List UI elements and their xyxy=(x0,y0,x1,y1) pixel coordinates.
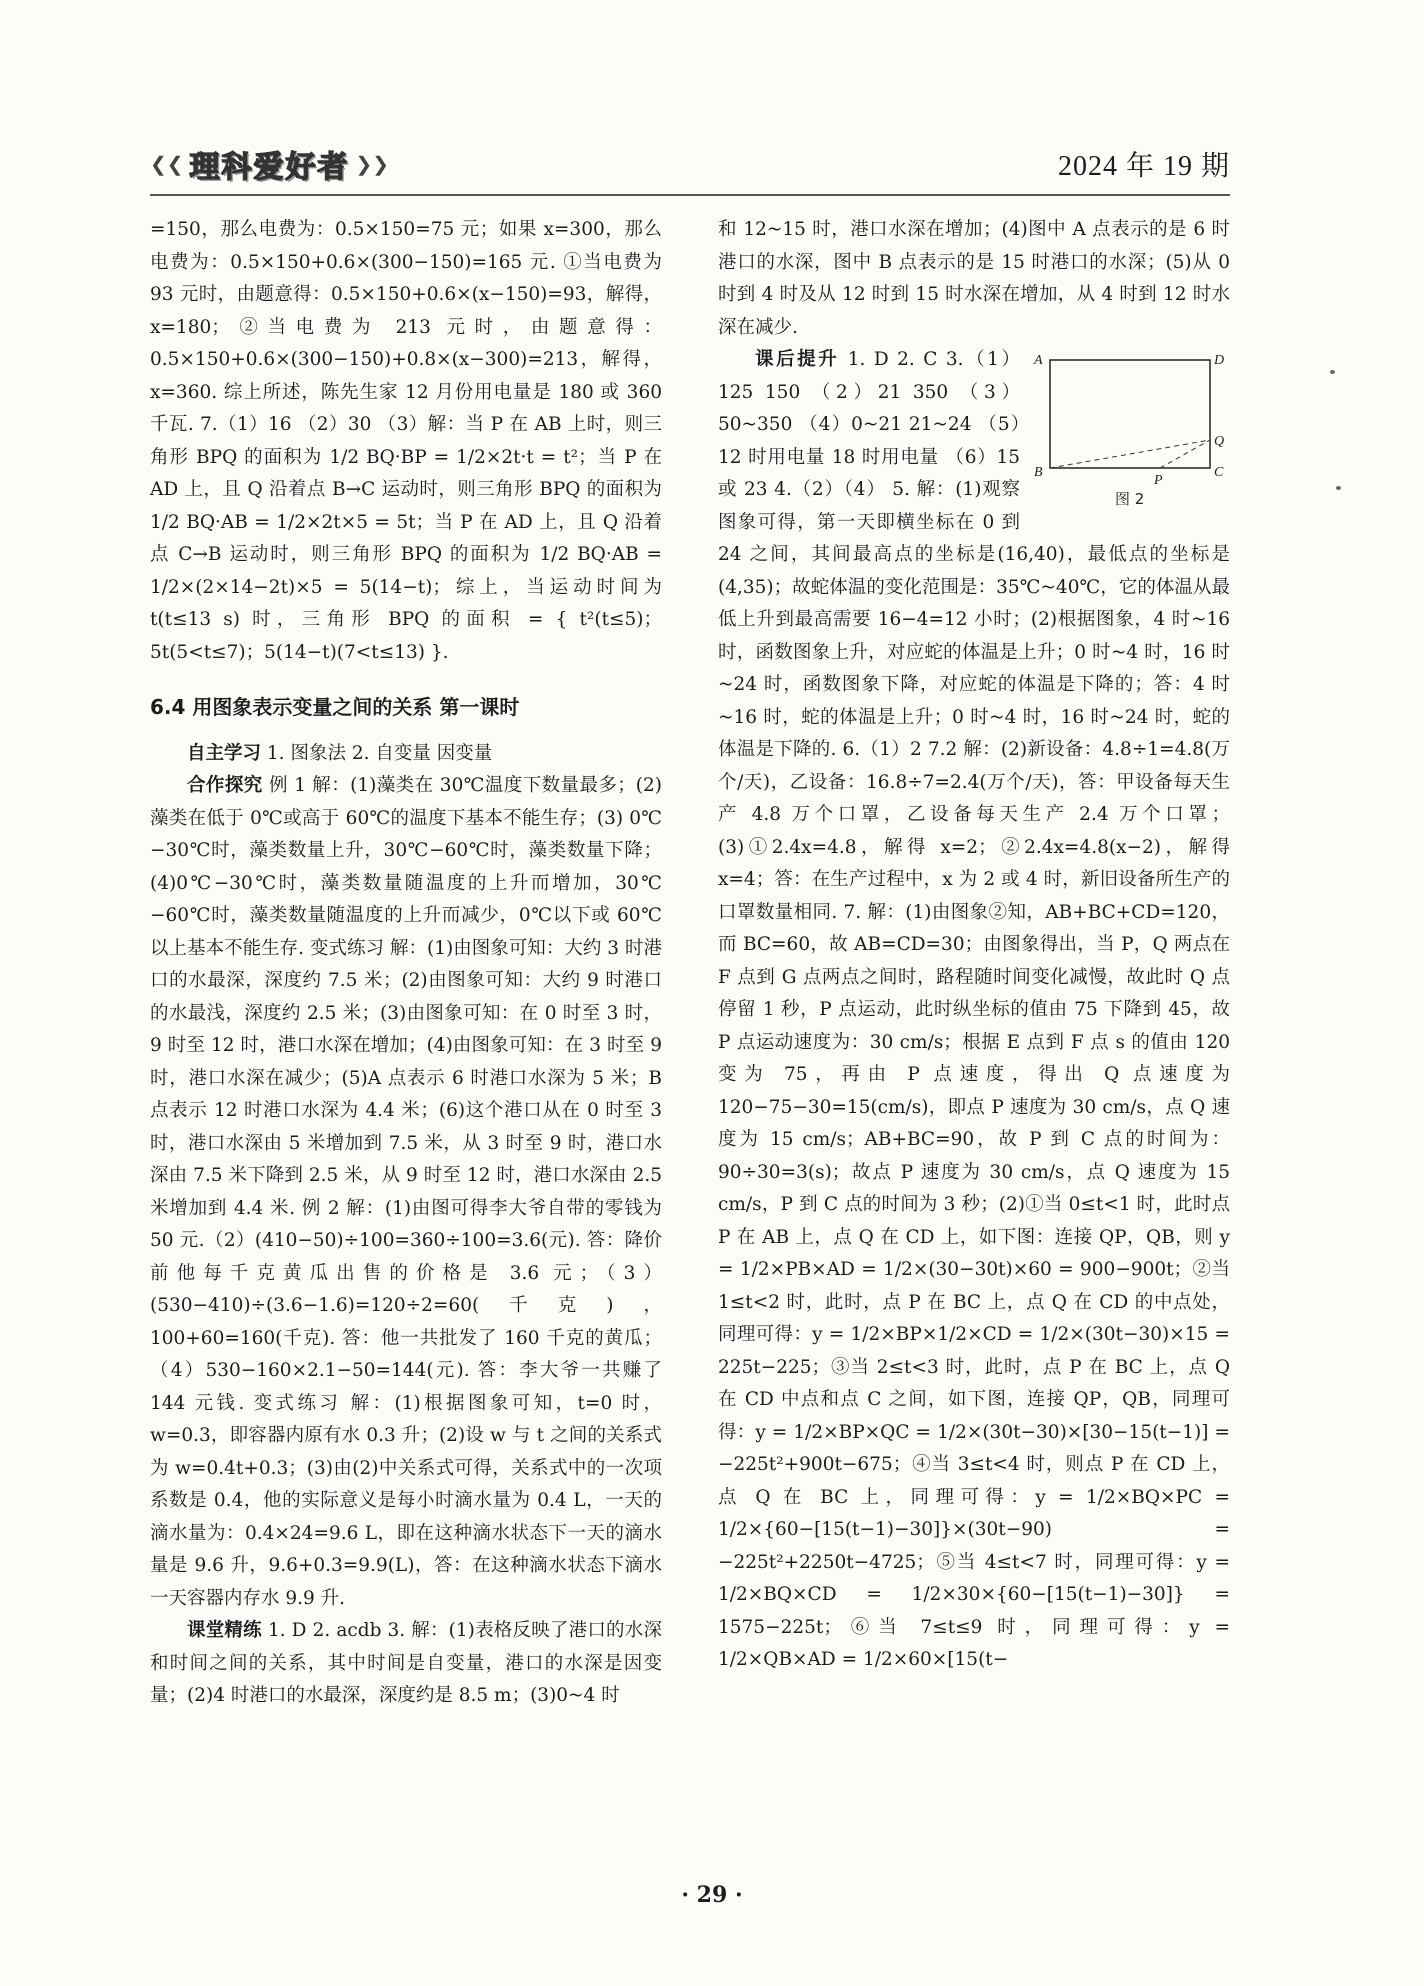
page-header xyxy=(150,138,1230,196)
figure-2 xyxy=(1030,348,1230,508)
ketang-text: 1. D 2. acdb 3. 解：(1)表格反映了港口的水深和时间之间的关系，其中时间是自变量，港口的水深是因变量；(2)4 时港口的水最深，深度约是 8.5 m；(3)0~4 时 xyxy=(150,1620,662,1706)
ornament-icon: ❮❮ xyxy=(150,152,184,176)
figure-label-d: D xyxy=(1214,353,1225,368)
figure-label-a: A xyxy=(1034,353,1043,368)
issue-number: 2024 年 19 期 xyxy=(1057,151,1230,182)
section-title: 6.4 用图象表示变量之间的关系 第一课时 xyxy=(150,695,520,719)
figure-caption: 图 2 xyxy=(1115,490,1145,508)
kehou-label: 课后提升 xyxy=(755,349,840,370)
page-number: · 29 · xyxy=(681,1882,743,1908)
answer-paragraph: 和 12~15 时，港口水深在增加；(4)图中 A 点表示的是 6 时港口的水深，图中 B 点表示的是 15 时港口的水深；(5)从 0 时到 4 时及从 12 时到 15 时水深在增加，从 4 时到 12 时水深在减少. xyxy=(718,219,1230,338)
answer-paragraph xyxy=(150,738,662,771)
kehou-text: 1. D 2. C 3.（1）125 150 （2）21 350 （3）50~350 （4）0~21 21~24 （5）12 时用电量 18 时用电量 （6）15 或 23 4.（2）（4） 5. 解：(1)观察图象可得，第一天即横坐标在 0 到 24 之间，其间最高点的坐标是(16,40)，最低点的坐标是(4,35)；故蛇体温的变化范围是：35℃~40℃，它的体温从最低上升到最高需要 16−4=12 小时；(2)根据图象，4 时~16 时，函数图象上升，对应蛇的体温是上升；0 时~4 时，16 时~24 时，函数图象下降，对应蛇的体温是下降的；答：4 时~16 时，蛇的体温是上升；0 时~4 时，16 时~24 时，蛇的体温是下降的. 6.（1）2 7.2 解：(2)新设备：4.8÷1=4.8(万个/天)，乙设备：16.8÷7=2.4(万个/天)，答：甲设备每天生产 4.8 万个口罩，乙设备每天生产 2.4 万个口罩；(3)①2.4x=4.8，解得 x=2；②2.4x=4.8(x−2)，解得 x=4；答：在生产过程中，x 为 2 或 4 时，新旧设备所生产的口罩数量相同. 7. 解：(1)由图象②知，AB+BC+CD=120，而 BC=60，故 AB=CD=30；由图象得出，当 P，Q 两点在 F 点到 G 点两点之间时，路程随时间变化减慢，故此时 Q 点停留 1 秒，P 点运动，此时纵坐标的值由 75 下降到 45，故 P 点运动速度为：30 cm/s；根据 E 点到 F 点 s 的值由 120 变为 75，再由 P 点速度，得出 Q 点速度为 120−75−30=15(cm/s)，即点 P 速度为 30 cm/s，点 Q 速度为 15 cm/s；AB+BC=90，故 P 到 C 点的时间为：90÷30=3(s)；故点 P 速度为 30 cm/s，点 Q 速度为 15 cm/s，P 到 C 点的时间为 3 秒；(2)①当 0≤t<1 时，此时点 P 在 AB 上，点 Q 在 CD 上，如下图：连接 QP，QB，则 y = 1/2×PB×AD = 1/2×(30−30t)×60 = 900−900t；②当 1≤t<2 时，此时，点 P 在 BC 上，点 Q 在 CD 的中点处，同理可得：y = 1/2×BP×1/2×CD = 1/2×(30t−30)×15 = 225t−225；③当 2≤t<3 时，此时，点 P 在 BC 上，点 Q 在 CD 中点和点 C 之间，如下图，连接 QP，QB，同理可得：y = 1/2×BP×QC = 1/2×(30t−30)×[30−15(t−1)] = −225t²+900t−675；④当 3≤t<4 时，则点 P 在 CD 上，点 Q 在 BC 上，同理可得：y = 1/2×BQ×PC = 1/2×{60−[15(t−1)−30]}×(30t−90) = −225t²+2250t−4725；⑤当 4≤t<7 时，同理可得：y = 1/2×BQ×CD = 1/2×30×{60−[15(t−1)−30]} = 1575−225t；⑥当 7≤t≤9 时，同理可得：y = 1/2×QB×AD = 1/2×60×[15(t− xyxy=(718,349,1230,1670)
zizhu-label: 自主学习 xyxy=(187,742,262,764)
figure-label-p: P xyxy=(1154,473,1163,488)
answer-paragraph: =150，那么电费为：0.5×150=75 元；如果 x=300，那么电费为：0.5×150+0.6×(300−150)=165 元. ①当电费为 93 元时，由题意得：0.5×150+0.6×(x−150)=93，解得，x=180；②当电费为 213 元时，由题意得：0.5×150+0.6×(300−150)+0.8×(x−300)=213，解得，x=360. 综上所述，陈先生家 12 月份用电量是 180 或 360 千瓦. 7.（1）16 （2）30 （3）解：当 P 在 AB 上时，则三角形 BPQ 的面积为 1/2 BQ·BP = 1/2×2t·t = t²；当 P 在 AD 上，且 Q 沿着点 B→C 运动时，则三角形 BPQ 的面积为 1/2 BQ·AB = 1/2×2t×5 = 5t；当 P 在 AD 上，且 Q 沿着点 C→B 运动时，则三角形 BPQ 的面积为 1/2 BQ·AB = 1/2×(2×14−2t)×5 = 5(14−t)；综上，当运动时间为 t(t≤13 s) 时，三角形 BPQ 的面积 = { t²(t≤5)；5t(5<t≤7)；5(14−t)(7<t≤13) }. xyxy=(150,219,662,663)
scan-speck xyxy=(1336,486,1341,490)
figure-label-c: C xyxy=(1214,465,1224,480)
right-column xyxy=(718,214,1230,1677)
ornament-icon: ❯❯ xyxy=(355,152,390,176)
figure-label-q: Q xyxy=(1214,434,1225,449)
left-column xyxy=(150,214,662,1713)
hezuo-text: 例 1 解：(1)藻类在 30℃温度下数量最多；(2)藻类在低于 0℃或高于 60℃的温度下基本不能生存；(3) 0℃−30℃时，藻类数量上升，30℃−60℃时，藻类数量下降；(4)0℃−30℃时，藻类数量随温度的上升而增加，30℃−60℃时，藻类数量随温度的上升而减少，0℃以下或 60℃以上基本不能生存. 变式练习 解：(1)由图象可知：大约 3 时港口的水最深，深度约 7.5 米；(2)由图象可知：大约 9 时港口的水最浅，深度约 2.5 米；(3)由图象可知：在 0 时至 3 时，9 时至 12 时，港口水深在增加；(4)由图象可知：在 3 时至 9 时，港口水深在减少；(5)A 点表示 6 时港口水深为 5 米；B 点表示 12 时港口水深为 4.4 米；(6)这个港口从在 0 时至 3 时，港口水深由 5 米增加到 7.5 米，从 3 时至 9 时，港口水深由 7.5 米下降到 2.5 米，从 9 时至 12 时，港口水深由 2.5 米增加到 4.4 米. 例 2 解：(1)由图可得李大爷自带的零钱为 50 元.（2）(410−50)÷100=360÷100=3.6(元). 答：降价前他每千克黄瓜出售的价格是 3.6 元；（3）(530−410)÷(3.6−1.6)=120÷2=60(千克)，100+60=160(千克). 答：他一共批发了 160 千克的黄瓜；（4）530−160×2.1−50=144(元). 答：李大爷一共赚了 144 元钱. 变式练习 解：(1)根据图象可知，t=0 时，w=0.3，即容器内原有水 0.3 升；(2)设 w 与 t 之间的关系式为 w=0.4t+0.3；(3)由(2)中关系式可得，关系式中的一次项系数是 0.4，他的实际意义是每小时滴水量为 0.4 L，一天的滴水量为：0.4×24=9.6 L，即在这种滴水状态下一天的滴水量是 9.6 升，9.6+0.3=9.9(L)，答：在这种滴水状态下滴水一天容器内存水 9.9 升. xyxy=(150,775,663,1609)
answer-paragraph xyxy=(150,770,662,1615)
zizhu-text: 1. 图象法 2. 自变量 因变量 xyxy=(266,742,493,764)
ketang-label: 课堂精练 xyxy=(187,1620,262,1641)
logo-text: 理科爱好者 xyxy=(189,150,350,185)
scan-speck xyxy=(1330,370,1335,374)
figure-label-b: B xyxy=(1034,465,1043,480)
answer-paragraph xyxy=(718,344,1230,1677)
hezuo-label: 合作探究 xyxy=(187,775,263,796)
magazine-logo xyxy=(150,144,389,184)
answer-paragraph xyxy=(150,1615,662,1713)
